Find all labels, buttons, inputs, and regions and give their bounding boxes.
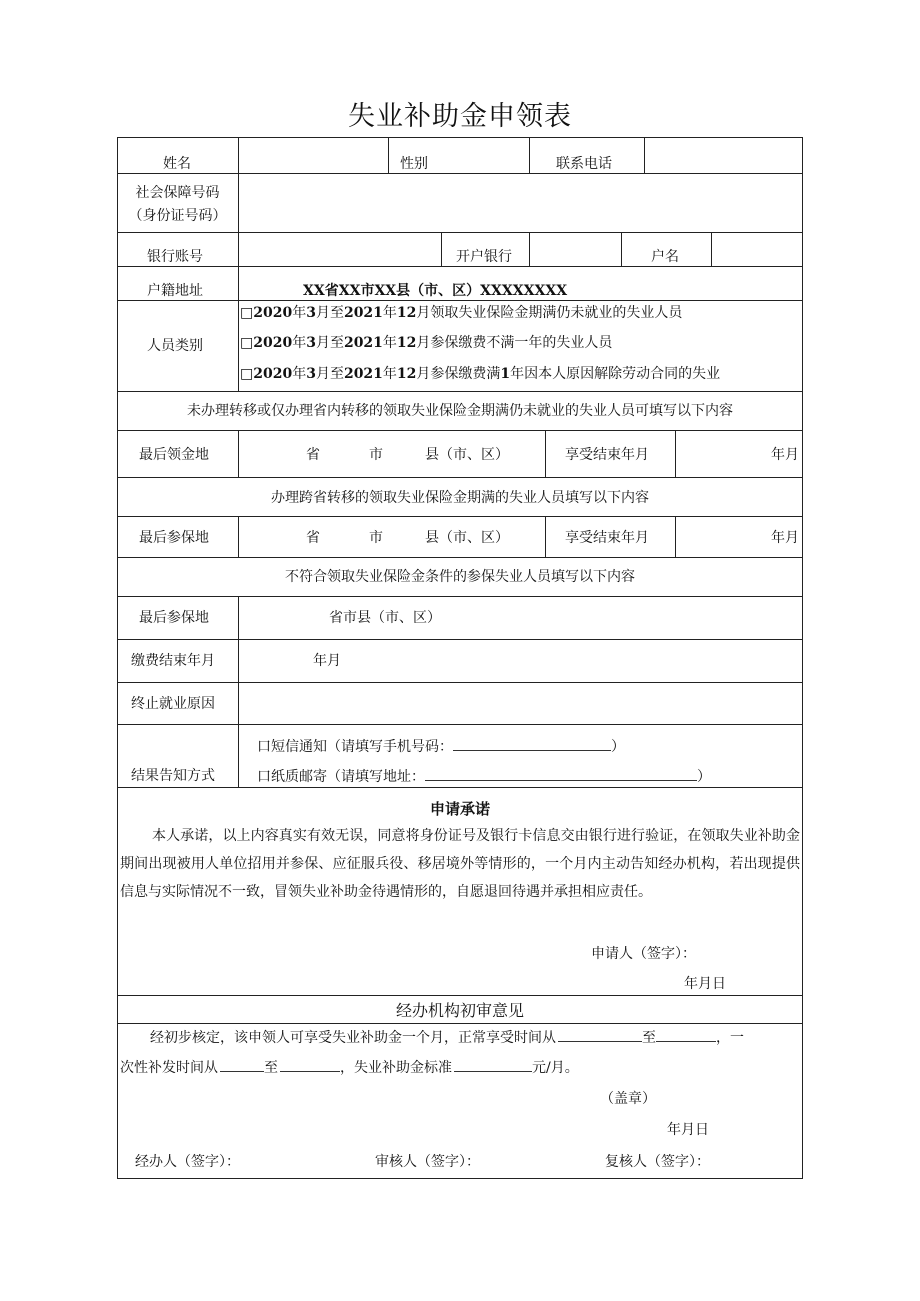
- category-option[interactable]: [240, 335, 612, 351]
- rule: [711, 232, 712, 266]
- holder-field[interactable]: [713, 234, 800, 264]
- rule: [117, 477, 803, 478]
- option-text: 年: [292, 366, 307, 382]
- allowance-amount-input[interactable]: [454, 1059, 532, 1072]
- applicant-signature: 申请人（签字）：: [591, 946, 696, 962]
- rule: [117, 300, 803, 301]
- pledge-text: 本人承诺，以上内容真实有效无误，同意将身份证号及银行卡信息交由银行进行验证，在领取失业补助金期间出现被用人单位招用并参保、应征服兵役、移居境外等情形的，一个月内主动告知经办机构，若出现提供信息与实际情况不一致，冒领失业补助金待遇情形的，自愿退回待遇并承担相应责任。: [120, 828, 800, 900]
- last-benefit-place-label: 最后领金地: [139, 447, 209, 463]
- phone-field[interactable]: [646, 139, 800, 171]
- option-text: 年: [292, 335, 307, 351]
- review-title: 经办机构初审意见: [395, 1001, 524, 1020]
- review-text: 至: [642, 1030, 656, 1046]
- gender-label: 性别: [400, 156, 428, 172]
- option-text: 1: [500, 366, 511, 382]
- mail-option[interactable]: [257, 768, 711, 785]
- handler-signature: 经办人（签字）：: [135, 1154, 240, 1170]
- benefit-end-label: 享受结束年月: [565, 530, 649, 546]
- mail-option-text: 口纸质邮寄（请填写地址：: [257, 769, 425, 785]
- city-text: 市: [369, 447, 383, 463]
- rule: [117, 232, 803, 233]
- rule: [117, 596, 803, 597]
- last-insured-place-value: 省市县（市、区）: [329, 610, 441, 626]
- option-text: 月至: [315, 366, 344, 382]
- review-text: 至: [264, 1060, 278, 1076]
- rule: [117, 787, 803, 788]
- ssn-field[interactable]: [240, 175, 800, 230]
- county-text: 县（市、区）: [425, 447, 509, 463]
- rule: [117, 430, 803, 431]
- rule: [441, 232, 442, 266]
- address-input[interactable]: [425, 768, 697, 781]
- county-text: 县（市、区）: [425, 530, 509, 546]
- rule: [238, 516, 239, 557]
- backpay-start-input[interactable]: [220, 1059, 264, 1072]
- province-text: 省: [306, 530, 320, 546]
- option-text: 3: [306, 335, 316, 351]
- rule: [529, 137, 530, 173]
- section1-header: 未办理转移或仅办理省内转移的领取失业保险金期满仍未就业的失业人员可填写以下内容: [187, 403, 733, 419]
- rule: [621, 232, 622, 266]
- option-text: 2021: [343, 305, 383, 321]
- pledge-title: 申请承诺: [429, 800, 490, 818]
- rule: [117, 724, 803, 725]
- mail-option-suffix: ）: [697, 769, 711, 785]
- option-text: 2021: [343, 366, 383, 382]
- option-text: 月参保缴费满: [416, 366, 501, 382]
- review-date: 年月日: [667, 1122, 709, 1138]
- option-text: 12: [396, 335, 417, 351]
- rule: [117, 266, 803, 267]
- phone-label: 联系电话: [556, 156, 612, 172]
- option-text: 月参保缴费不满一年的失业人员: [416, 335, 613, 351]
- rule: [117, 1023, 803, 1024]
- option-text: 12: [396, 305, 417, 321]
- payment-end-value: 年月: [313, 653, 341, 669]
- rule: [117, 995, 803, 996]
- option-text: 年: [292, 305, 307, 321]
- seal-text: （盖章）: [600, 1091, 656, 1107]
- benefit-end-value: 年月: [771, 447, 799, 463]
- city-text: 市: [369, 530, 383, 546]
- auditor-signature: 审核人（签字）：: [375, 1154, 480, 1170]
- gender-field[interactable]: [431, 139, 527, 171]
- pledge-date: 年月日: [684, 976, 726, 992]
- checkbox-icon[interactable]: □: [240, 366, 254, 382]
- option-text: 年因本人原因解除劳动合同的失业: [510, 366, 721, 382]
- rule: [238, 137, 239, 391]
- payment-end-label: 缴费结束年月: [131, 653, 215, 669]
- category-label: 人员类别: [147, 338, 203, 354]
- notify-method-label: 结果告知方式: [131, 768, 215, 784]
- name-label: 姓名: [163, 156, 191, 172]
- holder-label: 户名: [651, 249, 679, 265]
- category-option[interactable]: [240, 305, 682, 321]
- review-text: 次性补发时间从: [120, 1060, 218, 1076]
- termination-reason-label: 终止就业原因: [131, 696, 215, 712]
- review-line-2: [120, 1059, 579, 1076]
- rule: [545, 430, 546, 477]
- rule: [117, 639, 803, 640]
- sms-option-suffix: ）: [611, 739, 625, 755]
- backpay-end-input[interactable]: [280, 1059, 340, 1072]
- category-option[interactable]: [240, 366, 720, 382]
- review-text: ，失业补助金标准: [340, 1060, 452, 1076]
- checkbox-icon[interactable]: □: [240, 305, 254, 321]
- rule: [117, 516, 803, 517]
- province-text: 省: [306, 447, 320, 463]
- rule: [675, 430, 676, 477]
- benefit-end-label: 享受结束年月: [565, 447, 649, 463]
- rule: [644, 137, 645, 173]
- option-text: 月至: [315, 335, 344, 351]
- end-date-input[interactable]: [656, 1029, 716, 1042]
- review-text: ，一: [716, 1030, 744, 1046]
- account-field[interactable]: [240, 234, 439, 264]
- review-text: 元/月。: [532, 1060, 579, 1076]
- rule: [529, 232, 530, 266]
- address-label: 户籍地址: [147, 283, 203, 299]
- review-line-1: [150, 1029, 744, 1046]
- option-text: 月至: [315, 305, 344, 321]
- ssn-label-line2: （身份证号码）: [128, 208, 227, 224]
- address-value: XX省XX市XX县（市、区）XXXXXXXX: [303, 283, 568, 299]
- section2-header: 办理跨省转移的领取失业保险金期满的失业人员填写以下内容: [271, 490, 649, 506]
- name-field[interactable]: [240, 139, 386, 171]
- last-insured-place-label: 最后参保地: [139, 530, 209, 546]
- account-label: 银行账号: [147, 249, 203, 265]
- option-text: 2020: [253, 305, 293, 321]
- option-text: 2020: [253, 366, 293, 382]
- start-date-input[interactable]: [558, 1029, 642, 1042]
- option-text: 3: [306, 305, 316, 321]
- sms-option[interactable]: [257, 738, 625, 755]
- rule: [238, 596, 239, 787]
- rule: [238, 430, 239, 477]
- option-text: 12: [396, 366, 417, 382]
- rule: [675, 516, 676, 557]
- checkbox-icon[interactable]: □: [240, 335, 254, 351]
- rule: [117, 391, 803, 392]
- benefit-end-value: 年月: [771, 530, 799, 546]
- rule: [117, 557, 803, 558]
- sms-option-text: 口短信通知（请填写手机号码：: [257, 739, 453, 755]
- option-text: 年: [382, 366, 397, 382]
- rule: [117, 173, 803, 174]
- option-text: 2021: [343, 335, 383, 351]
- rule: [545, 516, 546, 557]
- form-title: 失业补助金申领表: [348, 101, 572, 132]
- last-insured-place-label: 最后参保地: [139, 610, 209, 626]
- rechecker-signature: 复核人（签字）：: [605, 1154, 710, 1170]
- review-text: 经初步核定，该申领人可享受失业补助金一个月，正常享受时间从: [150, 1030, 556, 1046]
- phone-input[interactable]: [453, 738, 611, 751]
- section3-header: 不符合领取失业保险金条件的参保失业人员填写以下内容: [285, 569, 635, 585]
- option-text: 年: [382, 335, 397, 351]
- termination-reason-field[interactable]: [240, 684, 800, 722]
- rule: [388, 137, 389, 173]
- option-text: 2020: [253, 335, 293, 351]
- rule: [117, 682, 803, 683]
- bank-field[interactable]: [531, 234, 619, 264]
- option-text: 月领取失业保险金期满仍未就业的失业人员: [416, 305, 683, 321]
- option-text: 3: [306, 366, 316, 382]
- ssn-label-line1: 社会保障号码: [135, 185, 220, 201]
- bank-label: 开户银行: [456, 249, 512, 265]
- option-text: 年: [382, 305, 397, 321]
